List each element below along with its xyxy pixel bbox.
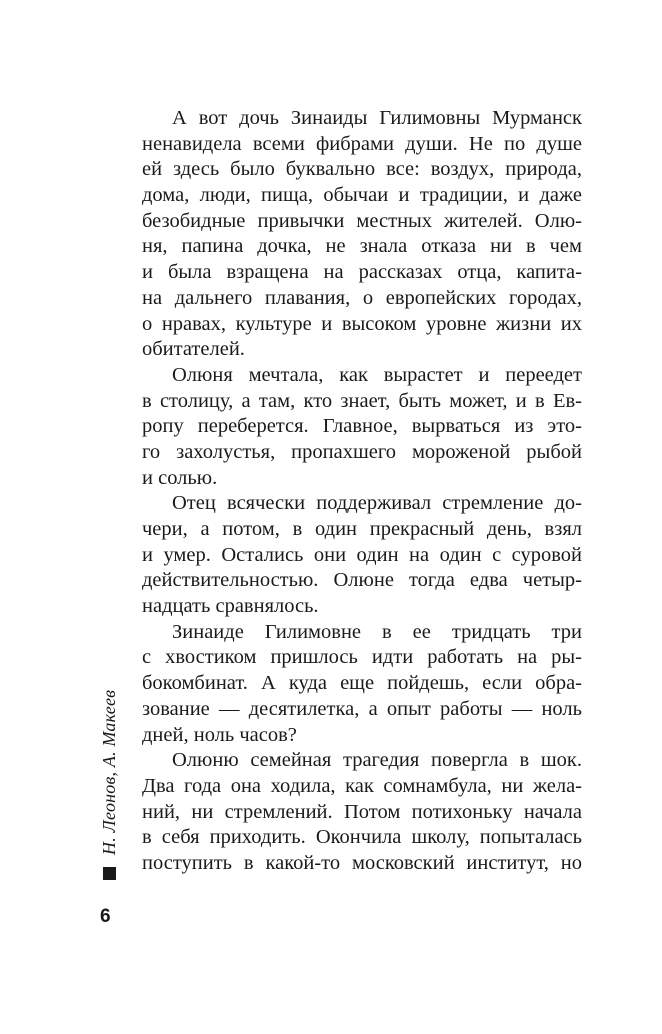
text-line: ня, папина дочка, не знала отказа ни в чем <box>142 235 582 258</box>
page-number: 6 <box>100 906 111 927</box>
text-line: на дальнего плавания, о европейских городах, <box>142 286 582 309</box>
square-bullet-icon <box>103 867 116 880</box>
text-line: надцать сравнялось. <box>142 595 319 618</box>
text-line: и солью. <box>142 466 218 489</box>
text-line: зование — десятилетка, а опыт работы — ноль <box>142 697 582 720</box>
text-line: действительностью. Олюне тогда едва четыр- <box>142 569 582 592</box>
text-line: бокомбинат. А куда еще пойдешь, если обра- <box>142 672 582 695</box>
text-line: ропу переберется. Главное, вырваться из это- <box>142 415 582 438</box>
text-line: го захолустья, пропахшего мороженой рыбой <box>142 440 582 463</box>
text-line: А вот дочь Зинаиды Гилимовны Мурманск <box>172 107 582 129</box>
text-line: ненавидела всеми фибрами души. Не по душе <box>142 132 582 155</box>
text-line: Два года она ходила, как сомнамбула, ни жела- <box>142 774 582 797</box>
body-text <box>142 106 582 877</box>
text-line: и умер. Остались они один на один с суровой <box>142 543 582 566</box>
text-line: обитателей. <box>142 338 245 361</box>
text-line: поступить в какой-то московский институт, но <box>142 851 582 874</box>
text-line: с хвостиком пришлось идти работать на ры- <box>142 646 582 669</box>
text-line: Олюня мечтала, как вырастет и переедет <box>172 363 582 386</box>
text-line: в столицу, а там, кто знает, быть может, и в Ев- <box>142 389 582 412</box>
text-line: дней, ноль часов? <box>142 723 297 746</box>
running-head <box>96 680 122 880</box>
text-line: Отец всячески поддерживал стремление до- <box>172 492 582 515</box>
text-line: Зинаиде Гилимовне в ее тридцать три <box>172 620 582 643</box>
text-line: дома, люди, пища, обычаи и традиции, и даже <box>142 184 582 207</box>
text-line: ей здесь было буквально все: воздух, природа, <box>142 158 582 181</box>
text-line: в себя приходить. Окончила школу, попыталась <box>142 826 582 849</box>
text-line: безобидные привычки местных жителей. Олю- <box>142 209 582 232</box>
text-line: ний, ни стремлений. Потом потихоньку начала <box>142 800 582 823</box>
running-head-author: Н. Леонов, А. Макеев <box>98 689 119 855</box>
text-line: чери, а потом, в один прекрасный день, взял <box>142 518 582 540</box>
text-line: Олюню семейная трагедия повергла в шок. <box>172 749 582 772</box>
text-line: о нравах, культуре и высоком уровне жизни их <box>142 312 582 335</box>
text-line: и была взращена на рассказах отца, капита- <box>142 261 582 284</box>
